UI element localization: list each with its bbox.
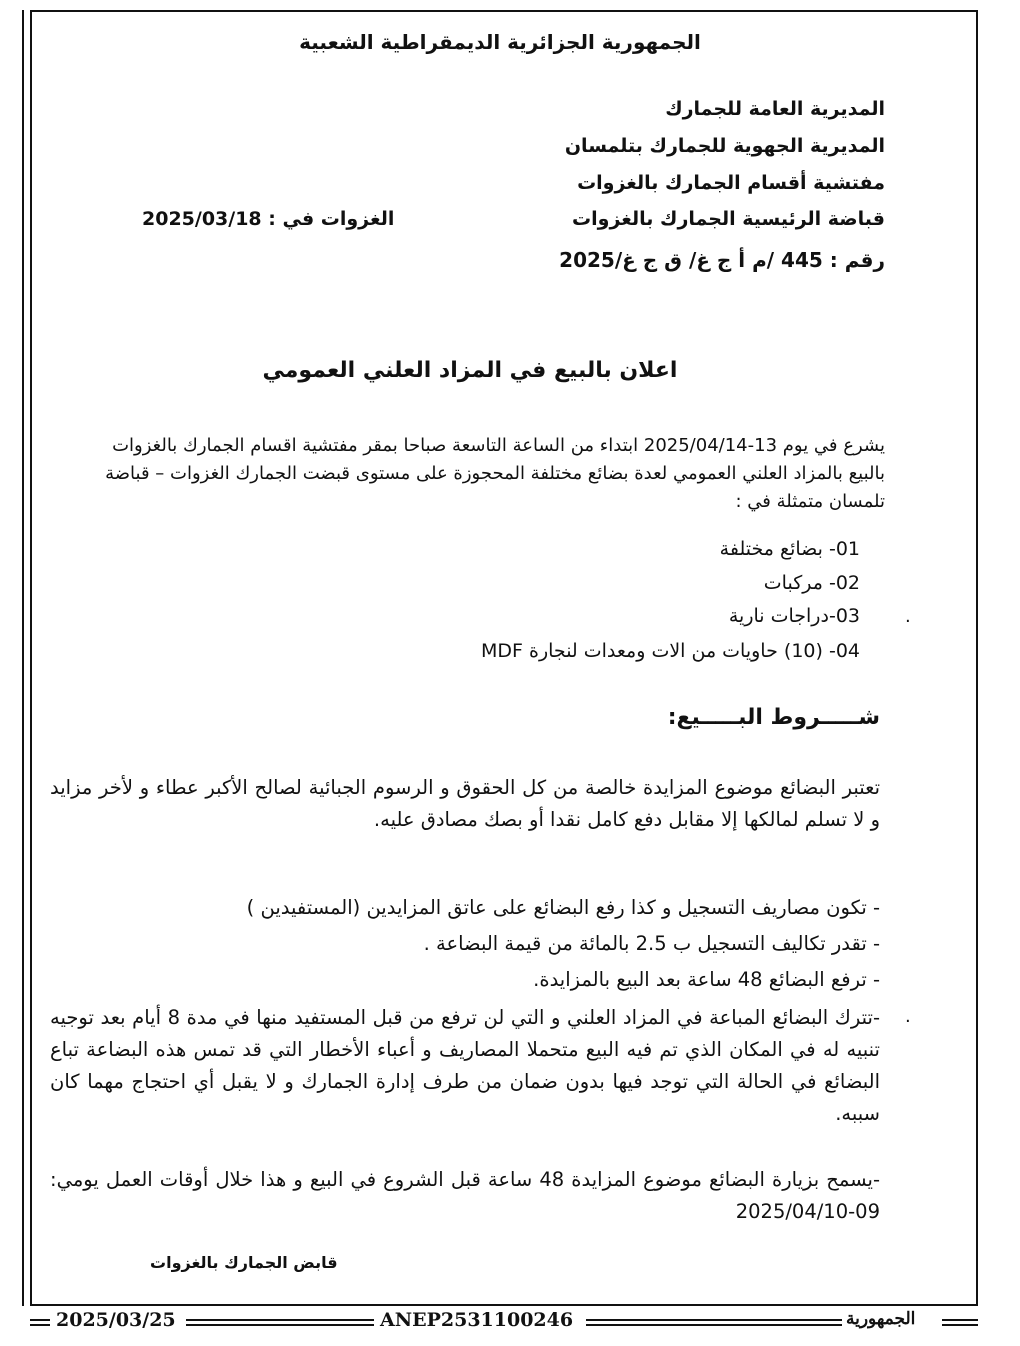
list-item: 01- بضائع مختلفة [719,538,860,560]
announcement-title: اعلان بالبيع في المزاد العلني العمومي [262,358,678,383]
conditions-title: شـــــروط البـــــيع: [667,705,880,730]
signature-label: قابض الجمارك بالغزوات [150,1253,338,1272]
admin-line-2: المديرية الجهوية للجمارك بتلمسان [564,135,885,157]
place-date: الغزوات في : 2025/03/18 [142,208,395,230]
condition-4: - ترفع البضائع 48 ساعة بعد البيع بالمزايدة. [533,968,880,991]
margin-mark: . [905,1006,911,1027]
footer-date: 2025/03/25 [56,1309,176,1331]
republic-header: الجمهورية الجزائرية الديمقراطية الشعبية [299,30,701,54]
condition-3: - تقدر تكاليف التسجيل ب 2.5 بالمائة من قيمة البضاعة . [423,932,880,955]
condition-5: -تترك البضائع المباعة في المزاد العلني و التي لن ترفع من قبل المستفيد منها في مدة 8 أيام بعد توجيه تنبيه له في المكان الذي تم فيه البيع متحملا المصاريف و أعباء الأخطار التي قد تمس هذه البضاعة تباع البضائع في الحالة التي توجد فيها بدون ضمان من طرف إدارة الجمارك و لا يقبل أي احتجاج مهما كان سببه. [50,1006,880,1125]
footer-rule [186,1319,374,1326]
admin-line-3: مفتشية أقسام الجمارك بالغزوات [577,172,885,194]
footer-code: ANEP2531100246 [380,1309,574,1331]
condition-6: -يسمح بزيارة البضائع موضوع المزايدة 48 ساعة قبل الشروع في البيع و هذا خلال أوقات العمل يومي: 09-2025/04/10 [50,1168,881,1223]
list-item: 02- مركبات [763,572,860,594]
reference-number: رقم : 445 /م أ ج غ/ ق ج غ/2025 [559,248,885,272]
admin-line-1: المديرية العامة للجمارك [665,98,885,120]
footer-rule [30,1319,50,1326]
footer-newspaper: الجمهورية [846,1309,916,1329]
intro-paragraph: يشرع في يوم 13-2025/04/14 ابتداء من الساعة التاسعة صباحا بمقر مفتشية اقسام الجمارك بالغزوات بالبيع بالمزاد العلني العمومي لعدة بضائع مختلفة المحجوزة على مستوى قبضت الجمارك الغزوات – قباضة تلمسان متمثلة في : [105,435,885,512]
list-item: 03-دراجات نارية [728,605,860,627]
list-item: 04- (10) حاويات من الات ومعدات لنجارة MDF [481,640,860,662]
admin-line-4: قباضة الرئيسية الجمارك بالغزوات [572,208,885,230]
condition-1: تعتبر البضائع موضوع المزايدة خالصة من كل الحقوق و الرسوم الجبائية لصالح الأكبر عطاء و لأخر مزايد و لا تسلم لمالكها إلا مقابل دفع كامل نقدا أو بصك مصادق عليه. [50,776,880,831]
footer-rule [942,1319,978,1326]
footer-rule [586,1319,842,1326]
condition-2: - تكون مصاريف التسجيل و كذا رفع البضائع على عاتق المزايدين (المستفيدين ) [246,896,880,919]
frame-edge [22,10,24,1306]
margin-mark: . [905,606,911,627]
